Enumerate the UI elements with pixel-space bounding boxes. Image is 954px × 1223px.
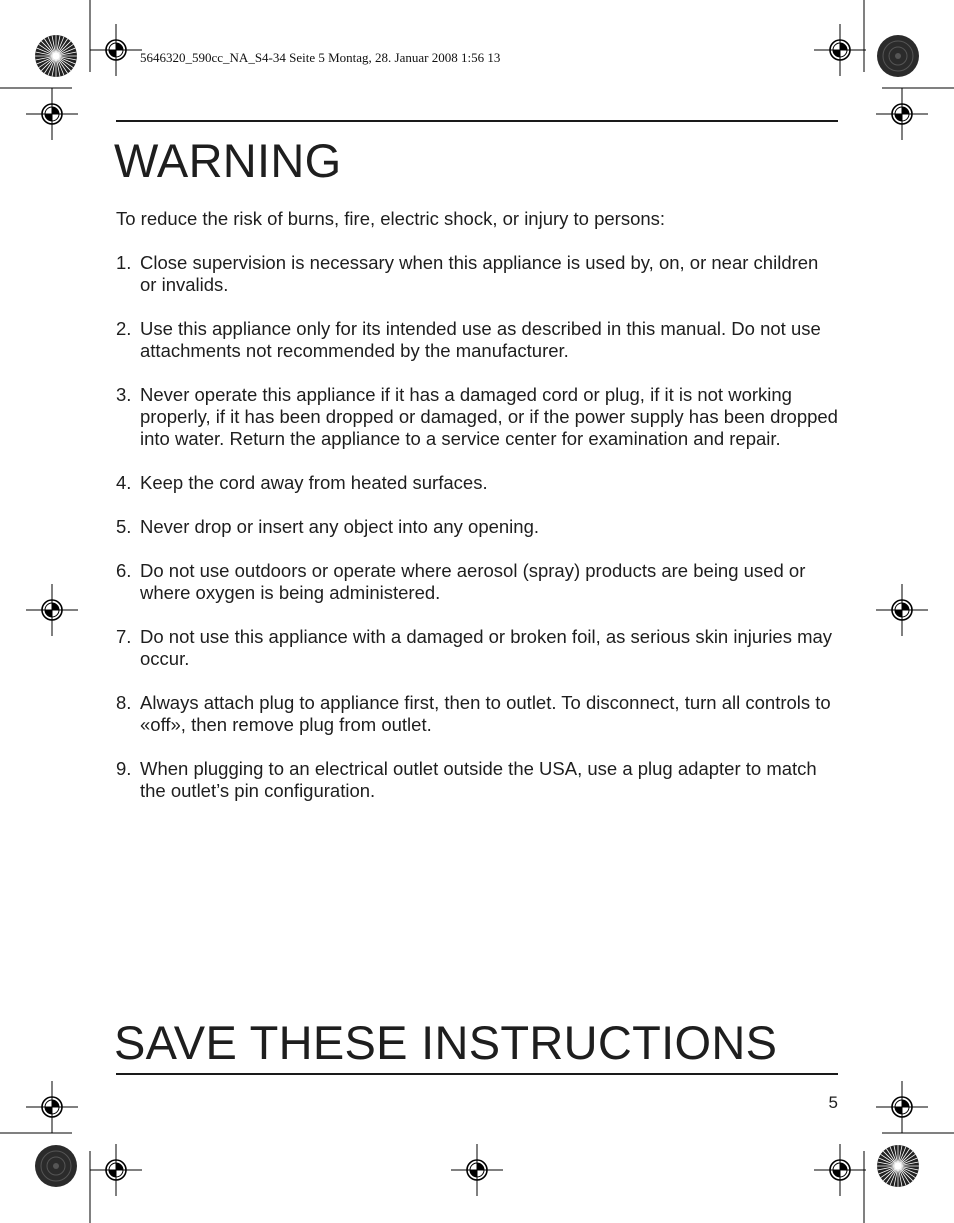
list-item: [116, 384, 838, 450]
list-item: [116, 626, 838, 670]
list-item: [116, 252, 838, 296]
warning-intro: To reduce the risk of burns, fire, electric shock, or injury to persons:: [116, 208, 666, 229]
item-number: 1.: [116, 252, 132, 273]
item-number: 3.: [116, 384, 132, 405]
item-text: Never operate this appliance if it has a damaged cord or plug, if it is not working properly, if it has been dropped or damaged, or if the power supply has been dropped into water. Return the appliance to a service center for examination and repair.: [140, 384, 838, 449]
item-text: Do not use outdoors or operate where aerosol (spray) products are being used or where oxygen is being administered.: [140, 560, 806, 603]
top-rule: [116, 120, 838, 122]
item-text: When plugging to an electrical outlet outside the USA, use a plug adapter to match the outlet’s pin configuration.: [140, 758, 817, 801]
bottom-rule: [116, 1073, 838, 1075]
item-text: Close supervision is necessary when this appliance is used by, on, or near children or invalids.: [140, 252, 819, 295]
item-text: Use this appliance only for its intended use as described in this manual. Do not use attachments not recommended by the manufacturer.: [140, 318, 821, 361]
item-number: 6.: [116, 560, 132, 581]
item-number: 8.: [116, 692, 132, 713]
warning-heading: WARNING: [114, 134, 342, 187]
print-slug: 5646320_590cc_NA_S4-34 Seite 5 Montag, 28. Januar 2008 1:56 13: [140, 50, 501, 65]
item-text: Do not use this appliance with a damaged or broken foil, as serious skin injuries may occur.: [140, 626, 833, 669]
list-item: [116, 318, 838, 362]
page-number: 5: [828, 1093, 838, 1112]
item-number: 7.: [116, 626, 132, 647]
list-item: [116, 516, 838, 538]
item-text: Never drop or insert any object into any opening.: [140, 516, 540, 537]
item-number: 4.: [116, 472, 132, 493]
list-item: [116, 758, 838, 802]
list-item: [116, 560, 838, 604]
item-text: Keep the cord away from heated surfaces.: [140, 472, 488, 493]
item-number: 2.: [116, 318, 132, 339]
list-item: [116, 472, 838, 494]
warning-list: [116, 252, 838, 824]
item-number: 9.: [116, 758, 132, 779]
list-item: [116, 692, 838, 736]
save-instructions-heading: SAVE THESE INSTRUCTIONS: [114, 1016, 778, 1069]
item-number: 5.: [116, 516, 132, 537]
item-text: Always attach plug to appliance first, then to outlet. To disconnect, turn all controls to «off», then remove plug from outlet.: [140, 692, 831, 735]
